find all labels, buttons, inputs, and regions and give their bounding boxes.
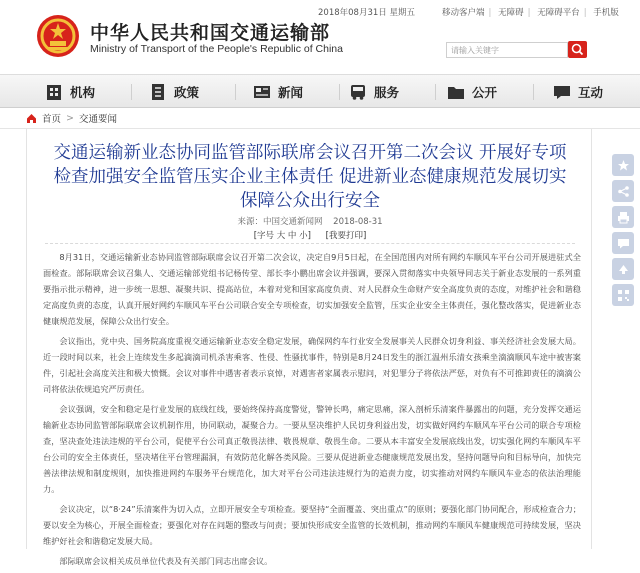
qrcode-icon <box>617 289 630 302</box>
top-link-accessibility[interactable]: 无障碍 <box>498 8 524 18</box>
site-header <box>0 0 640 72</box>
favorite-icon <box>617 159 630 172</box>
nav-label: 服务 <box>374 85 400 100</box>
site-title-en: Ministry of Transport of the People's Republic of China <box>90 43 343 55</box>
article-body <box>43 249 581 573</box>
site-title-cn[interactable]: 中华人民共和国交通运输部 <box>90 22 331 44</box>
print-icon <box>617 211 630 224</box>
top-link-mobile[interactable]: 移动客户端 <box>442 8 485 18</box>
national-emblem-icon <box>36 14 80 58</box>
article-panel <box>26 129 592 566</box>
search-icon <box>568 41 587 58</box>
nav-item-interact[interactable] <box>552 75 603 109</box>
article-paragraph: 8月31日，交通运输新业态协同监管部际联席会议召开第二次会议，决定自9月5日起，在全国范围内对所有网约车顺风车平台公司开展进驻式全面检查。部际联席会议召集人、交通运输部党组书记杨传堂、部长李小鹏出席会议并强调，要深入贯彻落实中央领导同志关于新业态发展的一系列重要指示批示精神，进一步统一思想、凝聚共识、提高站位，本着对党和国家高度负责、对人民群众生命财产安全高度负责的态度，对维护社会和谐稳定高度负责的态度，认真开展好网约车顺风车平台公司联合安全专项检查，切实加强安全监管，压实企业安全主体责任，强化整改落实，促进新业态健康规范发展，保障公众出行安全。 <box>43 252 581 326</box>
nav-item-organization[interactable] <box>44 75 95 109</box>
top-links: 移动客户端 | 无障碍 | 无障碍平台 | 手机版 <box>442 8 619 18</box>
favorite-button[interactable] <box>612 154 634 176</box>
font-size-control[interactable]: [字号 大 中 小] <box>253 231 311 241</box>
top-icon <box>617 263 630 276</box>
top-link-mobile-version[interactable]: 手机版 <box>593 8 619 18</box>
document-icon <box>148 83 168 101</box>
share-button[interactable] <box>612 180 634 202</box>
main-nav <box>0 74 640 108</box>
nav-label: 机构 <box>70 85 96 100</box>
newspaper-icon <box>252 83 272 101</box>
print-button[interactable]: [我要打印] <box>325 231 367 241</box>
chat-icon <box>552 83 572 101</box>
article-paragraph: 部际联席会议相关成员单位代表及有关部门同志出席会议。 <box>59 556 273 566</box>
breadcrumb <box>26 107 117 129</box>
article-paragraph: 会议强调，安全和稳定是行业发展的底线红线，要始终保持高度警觉，警钟长鸣，痛定思痛，深入剖析乐清案件暴露出的问题，充分发挥交通运输新业态协同监管部际联席会议机制作用，协同联动，凝聚合力。一要从坚决维护人民切身利益出发，切实做好网约车顺风车平台公司的联合专项检查，坚决查处违法违规的平台公司，促使平台公司真正敬畏法律、敬畏规章、敬畏生命。二要从本丰富安全发展底线出发，切实强化网约车顺风车平台公司的安全主体责任，坚决堵住平台管理漏洞，有效防范化解各类风险。三要从促进新业态健康规范发展出发，坚持问题导向和目标导向，加快完善法律法规和制度规则，加快推进网约车服务平台规范化，加大对平台公司违法违规行为的追责力度，切实推动对网约车顺风车业态的依法治理能力。 <box>43 404 581 494</box>
article-meta <box>27 215 593 227</box>
nav-item-service[interactable] <box>348 75 399 109</box>
article-tools <box>27 229 593 241</box>
qrcode-button[interactable] <box>612 284 634 306</box>
share-icon <box>617 185 630 198</box>
article-paragraph: 会议指出，党中央、国务院高度重视交通运输新业态安全稳定发展，确保网约车行业安全发展事关人民群众切身利益、事关经济社会发展大局。近一段时间以来，社会上连续发生多起滴滴司机杀害乘客、性侵、性骚扰事件，特别是8月24日发生的浙江温州乐清女孩乘坐滴滴顺风车途中被害案件，引起社会高度关注和极大愤慨。会议对事件中遇害者表示哀悼，对遇害者家属表示慰问，对犯罪分子将依法严惩，对负有不可推卸责任的滴滴公司将依法依规追究严厉责任。 <box>43 336 581 394</box>
chevron-right-icon: > <box>66 112 74 124</box>
nav-label: 政策 <box>174 85 200 100</box>
nav-item-policy[interactable] <box>148 75 199 109</box>
breadcrumb-section[interactable]: 交通要闻 <box>78 114 117 125</box>
chat-button[interactable] <box>612 232 634 254</box>
breadcrumb-home[interactable]: 首页 <box>42 114 62 125</box>
chat-icon <box>617 237 630 250</box>
building-icon <box>44 83 64 101</box>
current-date: 2018年08月31日 星期五 <box>318 8 415 18</box>
article-title: 交通运输新业态协同监管部际联席会议召开第二次会议 开展好专项检查加强安全监管压实企业主体责任 促进新业态健康规范发展切实保障公众出行安全 <box>53 143 567 211</box>
nav-item-open[interactable] <box>446 75 497 109</box>
search-button[interactable] <box>568 41 587 58</box>
search-input[interactable]: 请输入关键字 <box>446 42 568 58</box>
side-toolbar <box>612 154 634 310</box>
article-source: 来源：中国交通新闻网 <box>237 217 323 227</box>
nav-label: 公开 <box>472 85 498 100</box>
bus-icon <box>348 83 368 101</box>
nav-label: 互动 <box>578 85 604 100</box>
home-icon <box>26 113 37 124</box>
nav-item-news[interactable] <box>252 75 303 109</box>
back-to-top-button[interactable] <box>612 258 634 280</box>
article-date: 2018-08-31 <box>333 217 383 227</box>
print-side-button[interactable] <box>612 206 634 228</box>
top-link-accessible-platform[interactable]: 无障碍平台 <box>537 8 580 18</box>
folder-icon <box>446 83 466 101</box>
article-paragraph: 会议决定，以“8·24”乐清案件为切入点，立即开展安全专项检查。要坚持“全面覆盖、突出重点”的原则；要强化部门协同配合，形成检查合力；要以安全为核心，开展全面检查；要强化对存在问题的整改与问责；要加快形成安全监管的长效机制，推动网约车顺风车健康规范可持续发展，坚决维护好社会和谐稳定发展大局。 <box>43 504 581 546</box>
nav-label: 新闻 <box>278 85 304 100</box>
